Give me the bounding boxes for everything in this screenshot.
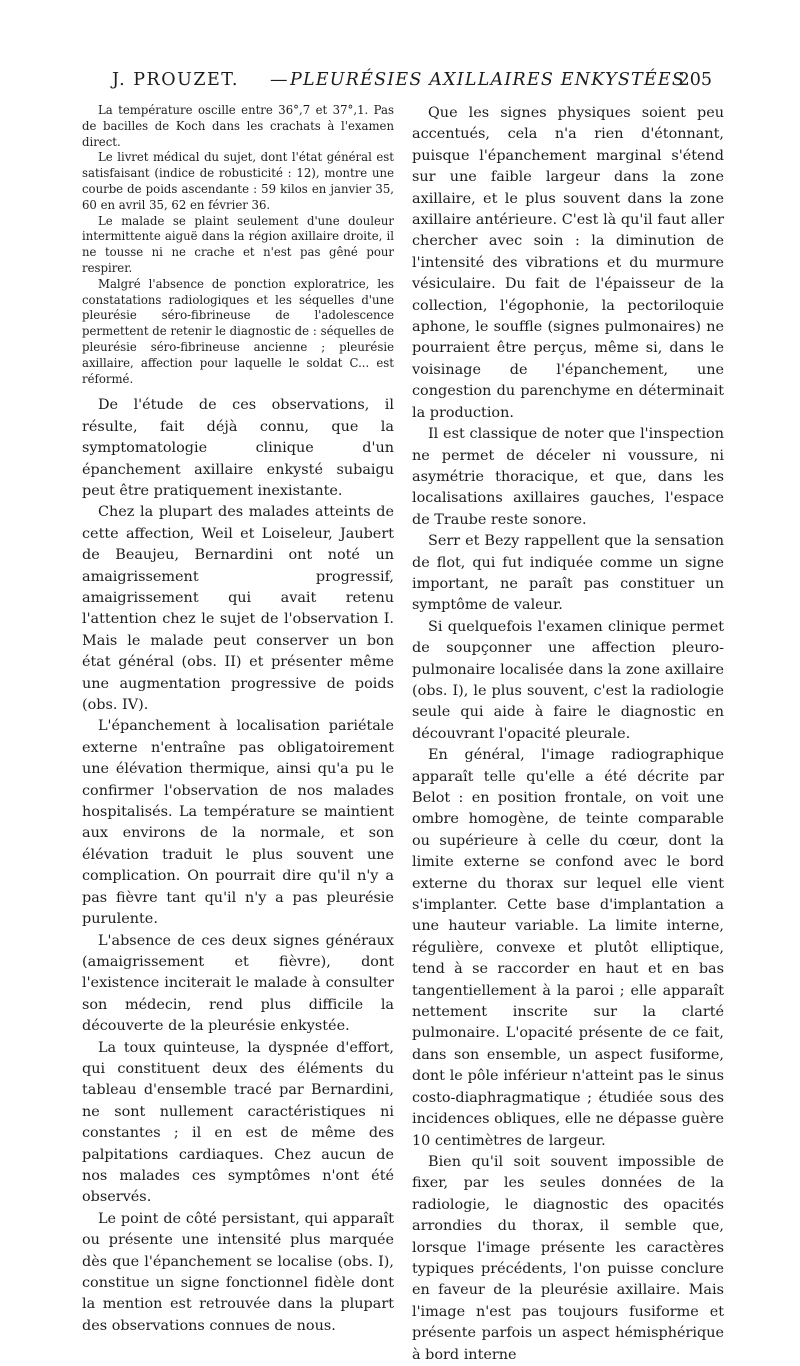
observation-note: Le malade se plaint seulement d'une douleur intermittente aiguë dans la région axillaire droite, il ne tousse ni ne crache et n'est pas gêné pour respirer. <box>82 213 394 275</box>
body-paragraph: En général, l'image radiographique apparaît telle qu'elle a été décrite par Belot : en position frontale, on voit une ombre homogène, de teinte comparable ou supérieure à celle du cœur, dont la limite externe se confond avec le bord externe du thorax sur lequel elle vient s'implanter. Cette base d'implantation a une hauteur variable. La limite interne, régulière, convexe et plutôt elliptique, tend à se raccorder en haut et en bas tangentiellement à la paroi ; elle apparaît nettement inscrite sur la clarté pulmonaire. L'opacité présente de ce fait, dans son ensemble, un aspect fusiforme, dont le pôle inférieur n'atteint pas le sinus costo-diaphragmatique ; étudiée sous des incidences obliques, elle ne dépasse guère 10 centimètres de largeur. <box>412 747 724 1149</box>
section-gap <box>82 387 394 395</box>
header-title: PLEURÉSIES AXILLAIRES ENKYSTÉES <box>290 70 686 90</box>
observation-note: La température oscille entre 36°,7 et 37°,1. Pas de bacilles de Koch dans les crachats à l'examen direct. <box>82 103 394 149</box>
body-paragraph: L'absence de ces deux signes généraux (amaigrissement et fièvre), dont l'existence inciterait le malade à consulter son médecin, rend plus difficile la découverte de la pleurésie enkystée. <box>82 932 394 1035</box>
header-author: J. PROUZET. <box>112 70 239 90</box>
body-paragraph: De l'étude de ces observations, il résulte, fait déjà connu, que la symptomatologie clinique d'un épanchement axillaire enkysté subaigu peut être pratiquement inexistante. <box>82 397 394 499</box>
page-number: 205 <box>678 70 712 90</box>
body-paragraph: Il est classique de noter que l'inspection ne permet de déceler ni voussure, ni asymétrie thoracique, et que, dans les localisations axillaires gauches, l'espace de Traube reste sonore. <box>412 426 724 528</box>
body-paragraph: Si quelquefois l'examen clinique permet de soupçonner une affection pleuro-pulmonaire localisée dans la zone axillaire (obs. I), le plus souvent, c'est la radiologie seule qui aide à faire le diagnostic en découvrant l'opacité pleurale. <box>412 618 724 742</box>
body-paragraph: Chez la plupart des malades atteints de cette affection, Weil et Loiseleur, Jaubert de Beaujeu, Bernardini ont noté un amaigrissement progressif, amaigrissement qui avait retenu l'attention chez le sujet de l'observation I. Mais le malade peut conserver un bon état général (obs. II) et présenter même une augmentation progressive de poids (obs. IV). <box>82 504 394 714</box>
body-paragraph: Que les signes physiques soient peu accentués, cela n'a rien d'étonnant, puisque l'épanchement marginal s'étend sur une faible largeur dans la zone axillaire, et le plus souvent dans la zone axillaire antérieure. C'est là qu'il faut aller chercher avec soin : la diminution de l'intensité des vibrations et du murmure vésiculaire. Du fait de l'épaisseur de la collection, l'égophonie, la pectoriloquie aphone, le souffle (signes pulmonaires) ne pourraient être perçus, même si, dans le voisinage de l'épanchement, une congestion du parenchyme en déterminait la production. <box>412 105 724 421</box>
running-header <box>112 70 712 104</box>
body-paragraph: Serr et Bezy rappellent que la sensation de flot, qui fut indiquée comme un signe important, ne paraît pas constituer un symptôme de valeur. <box>412 533 724 614</box>
header-dash: — <box>270 70 288 90</box>
body-paragraph: Le point de côté persistant, qui apparaît ou présente une intensité plus marquée dès que l'épanchement se localise (obs. I), constitue un signe fonctionnel fidèle dont la mention est retrouvée dans la plupart des observations connues de nous. <box>82 1210 394 1334</box>
body-paragraph: La toux quinteuse, la dyspnée d'effort, qui constituent deux des éléments du tableau d'ensemble tracé par Bernardini, ne sont nullement caractéristiques ni constantes ; il en est de même des palpitations cardiaques. Chez aucun de nos malades ces symptômes n'ont été observés. <box>82 1039 394 1206</box>
right-column <box>412 103 724 1366</box>
left-column <box>82 103 394 1337</box>
observation-note: Le livret médical du sujet, dont l'état général est satisfaisant (indice de robusticité : 12), montre une courbe de poids ascendante : 59 kilos en janvier 35, 60 en avril 35, 62 en février 36. <box>82 150 394 212</box>
observation-note: Malgré l'absence de ponction exploratrice, les constatations radiologiques et les séquelles d'une pleurésie séro-fibrineuse de l'adolescence permettent de retenir le diagnostic de : séquelles de pleurésie séro-fibrineuse ancienne ; pleurésie axillaire, affection pour laquelle le soldat C... est réformé. <box>82 276 394 386</box>
body-paragraph: Bien qu'il soit souvent impossible de fixer, par les seules données de la radiologie, le diagnostic des opacités arrondies du thorax, il semble que, lorsque l'image présente les caractères typiques précédents, l'on puisse conclure en faveur de la pleurésie axillaire. Mais l'image n'est pas toujours fusiforme et présente parfois un aspect hémisphérique à bord interne <box>412 1153 724 1363</box>
body-paragraph: L'épanchement à localisation pariétale externe n'entraîne pas obligatoirement une élévation thermique, ainsi qu'a pu le confirmer l'observation de nos malades hospitalisés. La température se maintient aux environs de la normale, et son élévation traduit le plus souvent une complication. On pourrait dire qu'il n'y a pas fièvre tant qu'il n'y a pas pleurésie purulente. <box>82 718 394 928</box>
observation-notes <box>82 103 394 387</box>
